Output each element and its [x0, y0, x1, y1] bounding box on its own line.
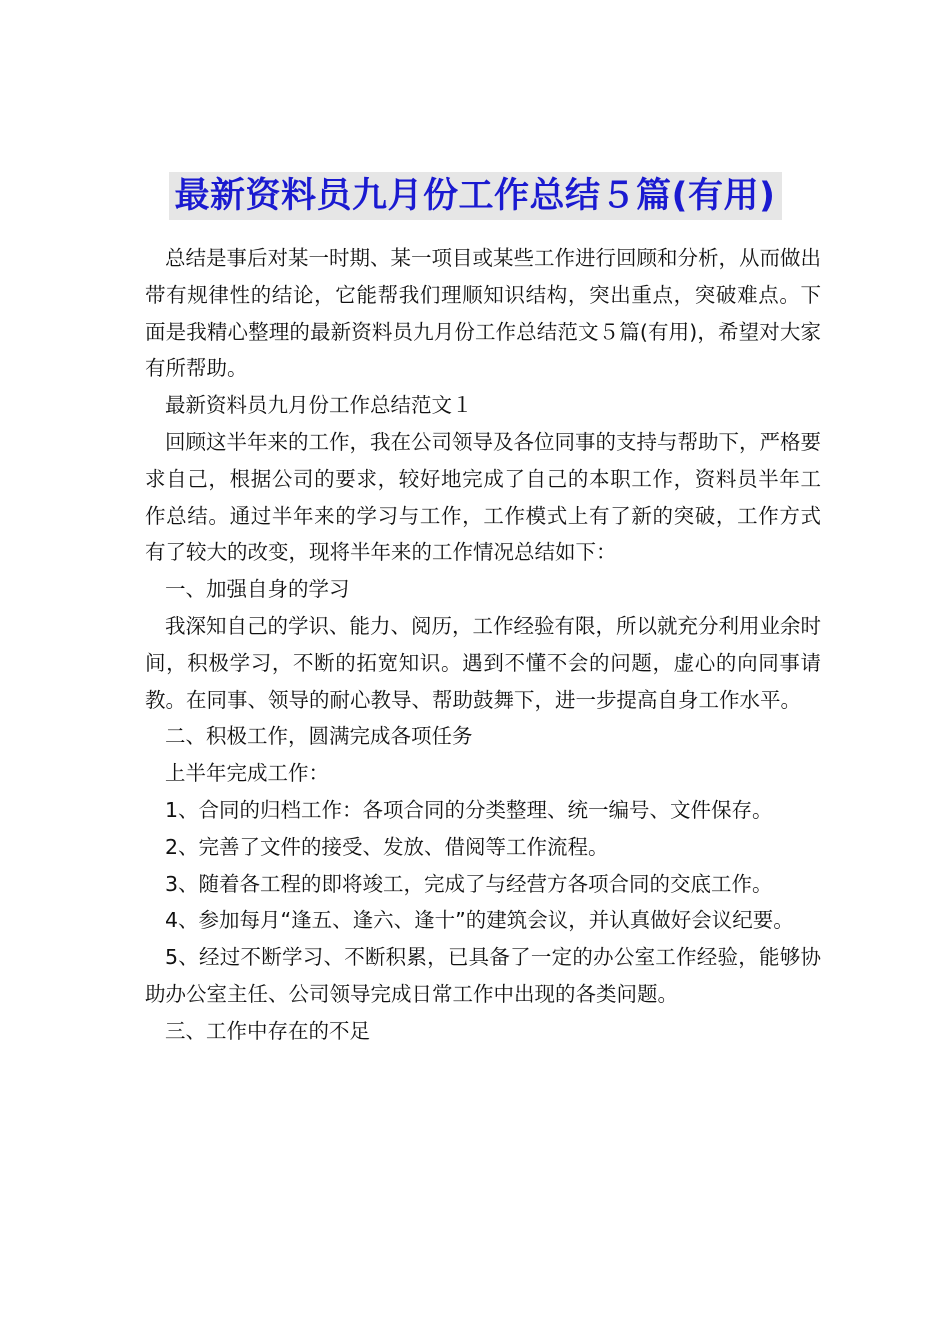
- document-body: [145, 240, 821, 1050]
- body-paragraph: 我深知自己的学识、能力、阅历，工作经验有限，所以就充分利用业余时间，积极学习，不断的拓宽知识。遇到不懂不会的问题，虚心的向同事请教。在同事、领导的耐心教导、帮助鼓舞下，进一步提高自身工作水平。: [145, 613, 821, 712]
- sample-heading: 最新资料员九月份工作总结范文１: [165, 393, 473, 418]
- section-heading: 二、积极工作，圆满完成各项任务: [165, 724, 473, 749]
- list-item: 5、经过不断学习、不断积累，已具备了一定的办公室工作经验，能够协助办公室主任、公司领导完成日常工作中出现的各类问题。: [145, 945, 821, 1006]
- document-title: 最新资料员九月份工作总结５篇(有用): [169, 172, 782, 220]
- title-container: [0, 172, 950, 220]
- list-item: 2、完善了文件的接受、发放、借阅等工作流程。: [165, 834, 609, 859]
- intro-paragraph: 总结是事后对某一时期、某一项目或某些工作进行回顾和分析，从而做出带有规律性的结论，它能帮我们理顺知识结构，突出重点，突破难点。下面是我精心整理的最新资料员九月份工作总结范文５篇(有用)，希望对大家有所帮助。: [145, 246, 821, 381]
- list-item: 1、合同的归档工作：各项合同的分类整理、统一编号、文件保存。: [165, 797, 773, 822]
- list-item: 3、随着各工程的即将竣工，完成了与经营方各项合同的交底工作。: [165, 871, 773, 896]
- section-heading: 三、工作中存在的不足: [165, 1018, 370, 1043]
- section-heading: 一、加强自身的学习: [165, 577, 350, 602]
- sub-heading: 上半年完成工作：: [165, 761, 329, 786]
- list-item: 4、参加每月“逢五、逢六、逢十”的建筑会议，并认真做好会议纪要。: [165, 908, 794, 933]
- body-paragraph: 回顾这半年来的工作，我在公司领导及各位同事的支持与帮助下，严格要求自己，根据公司的要求，较好地完成了自己的本职工作，资料员半年工作总结。通过半年来的学习与工作，工作模式上有了新的突破，工作方式有了较大的改变，现将半年来的工作情况总结如下：: [145, 429, 821, 565]
